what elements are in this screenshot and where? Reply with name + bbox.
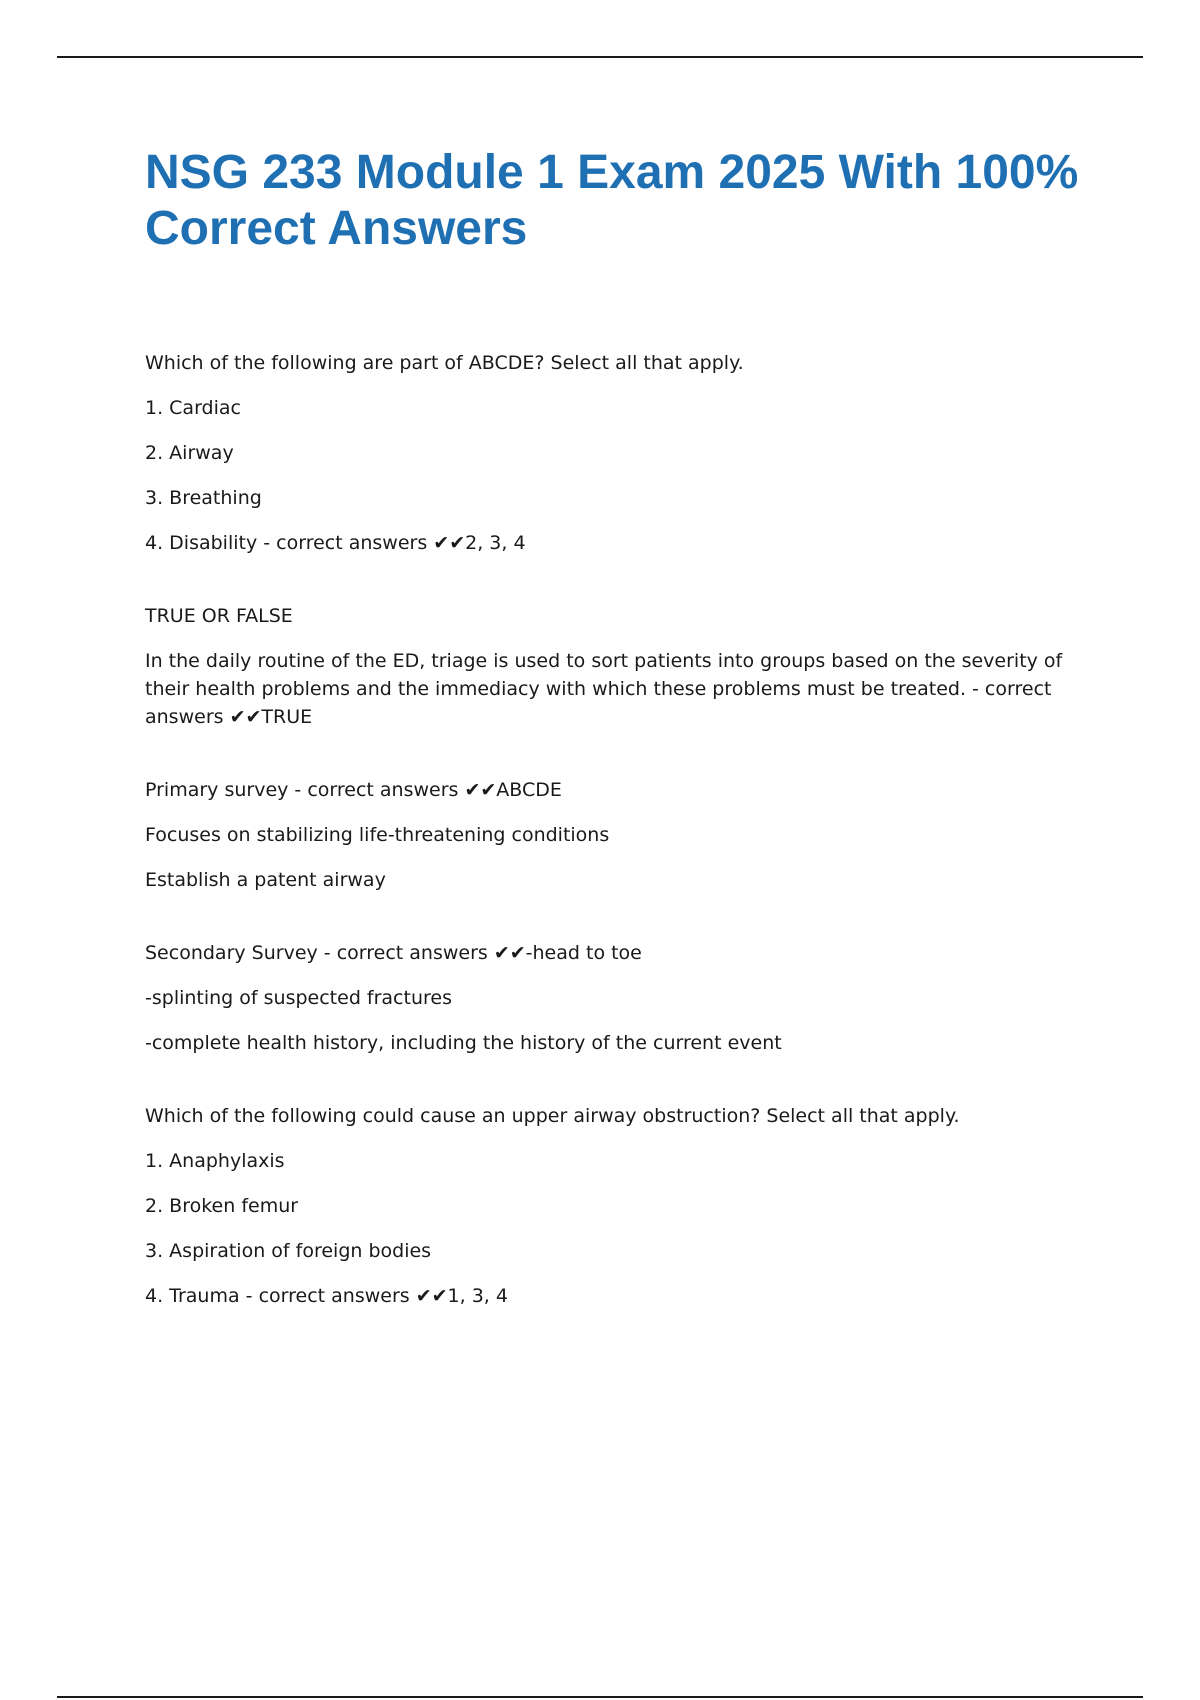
footer-rule	[57, 1696, 1143, 1698]
header-rule	[57, 56, 1143, 58]
answer-option-with-key: 4. Trauma - correct answers ✔✔1, 3, 4	[145, 1285, 508, 1307]
answer-detail: -splinting of suspected fractures	[145, 987, 452, 1009]
answer-option: 2. Broken femur	[145, 1195, 299, 1217]
question-text: Which of the following are part of ABCDE? Select all that apply.	[145, 352, 744, 374]
answer-option-with-key: 4. Disability - correct answers ✔✔2, 3, 4	[145, 532, 526, 554]
qa-block	[145, 1102, 1105, 1310]
answer-detail: Focuses on stabilizing life-threatening conditions	[145, 824, 610, 846]
answer-option: 1. Anaphylaxis	[145, 1150, 285, 1172]
document-body	[145, 145, 1105, 1355]
question-text-with-key: In the daily routine of the ED, triage is used to sort patients into groups based on the severity of their health problems and the immediacy with which these problems must be treated. - correct answers ✔✔TRUE	[145, 650, 1063, 728]
qa-block	[145, 776, 1105, 894]
answer-option: 1. Cardiac	[145, 397, 241, 419]
question-text-with-key: Secondary Survey - correct answers ✔✔-head to toe	[145, 942, 642, 964]
answer-option: 3. Aspiration of foreign bodies	[145, 1240, 432, 1262]
qa-block	[145, 939, 1105, 1057]
qa-list	[145, 349, 1105, 1310]
question-text: Which of the following could cause an upper airway obstruction? Select all that apply.	[145, 1105, 960, 1127]
question-type-label: TRUE OR FALSE	[145, 605, 293, 627]
qa-block	[145, 349, 1105, 557]
answer-option: 3. Breathing	[145, 487, 262, 509]
qa-block	[145, 602, 1105, 731]
document-title: NSG 233 Module 1 Exam 2025 With 100% Correct Answers	[145, 146, 1079, 255]
answer-option: 2. Airway	[145, 442, 234, 464]
question-text-with-key: Primary survey - correct answers ✔✔ABCDE	[145, 779, 562, 801]
answer-detail: -complete health history, including the history of the current event	[145, 1032, 782, 1054]
answer-detail: Establish a patent airway	[145, 869, 386, 891]
